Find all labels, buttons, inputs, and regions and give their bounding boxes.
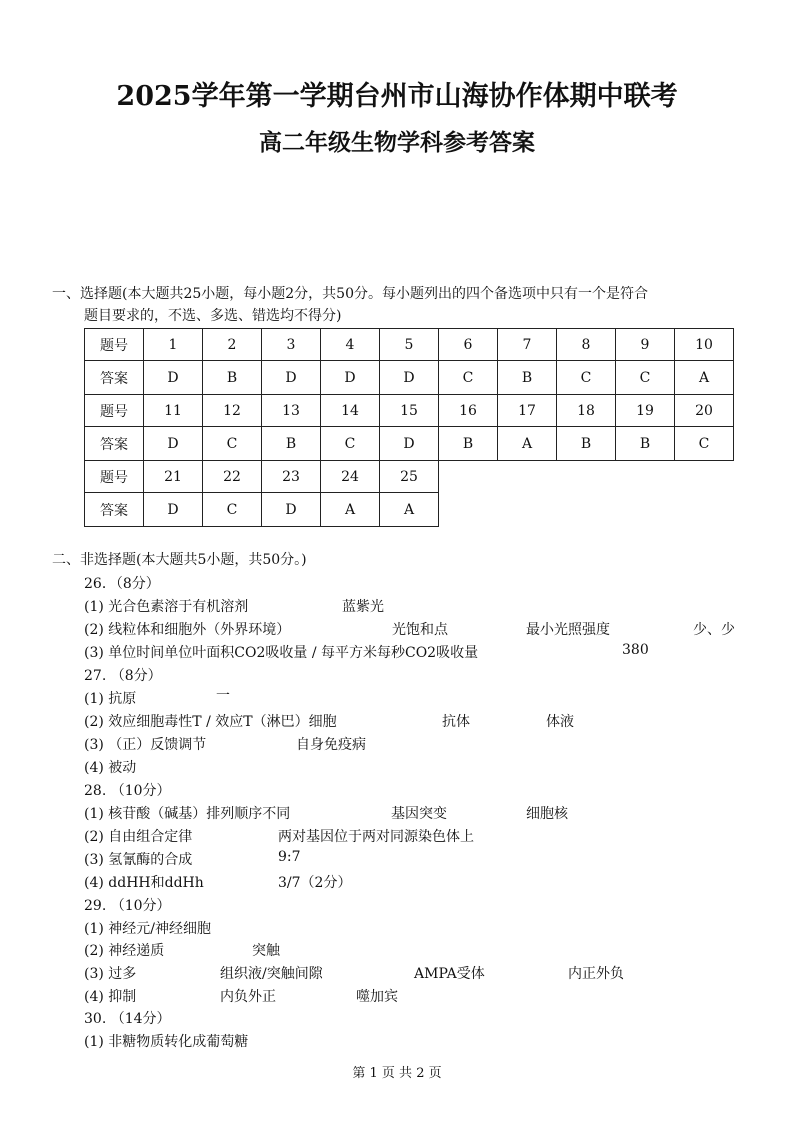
table-row-answers bbox=[85, 361, 734, 395]
table-row-numbers bbox=[85, 461, 734, 493]
answer-cell: C bbox=[557, 361, 616, 395]
q26-answer: (2) 线粒体和细胞外（外界环境） bbox=[84, 622, 291, 638]
q28-answer: 细胞核 bbox=[526, 806, 568, 822]
answer-table bbox=[84, 328, 734, 527]
question-number: 23 bbox=[262, 461, 321, 493]
q29-answer: 内正外负 bbox=[568, 966, 624, 982]
section1-heading-line1: 一、选择题(本大题共25小题，每小题2分，共50分。每小题列出的四个备选项中只有一个是符合 bbox=[52, 286, 648, 302]
question-number: 3 bbox=[262, 329, 321, 361]
question-number: 21 bbox=[144, 461, 203, 493]
q30-answer: (1) 非糖物质转化成葡萄糖 bbox=[84, 1034, 249, 1050]
q29-answer: (1) 神经元/神经细胞 bbox=[84, 921, 211, 937]
question-number: 22 bbox=[203, 461, 262, 493]
q26-answer: 最小光照强度 bbox=[526, 622, 610, 638]
q29-title: 29. （10分） bbox=[84, 898, 171, 914]
q29-answer: 突触 bbox=[252, 943, 280, 959]
q27-answer: 体液 bbox=[546, 714, 574, 730]
q27-answer: (4) 被动 bbox=[84, 760, 137, 776]
question-number: 15 bbox=[380, 395, 439, 427]
q26-answer: 少、少 bbox=[693, 622, 735, 638]
row-label-num: 题号 bbox=[85, 461, 144, 493]
answer-cell: C bbox=[439, 361, 498, 395]
question-number: 18 bbox=[557, 395, 616, 427]
answer-cell: B bbox=[439, 427, 498, 461]
question-number: 2 bbox=[203, 329, 262, 361]
q29-answer: (2) 神经递质 bbox=[84, 943, 165, 959]
question-number: 24 bbox=[321, 461, 380, 493]
question-number: 12 bbox=[203, 395, 262, 427]
question-number: 6 bbox=[439, 329, 498, 361]
q28-answer: 两对基因位于两对同源染色体上 bbox=[278, 829, 474, 845]
question-number: 13 bbox=[262, 395, 321, 427]
question-number: 11 bbox=[144, 395, 203, 427]
q28-answer: (1) 核苷酸（碱基）排列顺序不同 bbox=[84, 806, 291, 822]
question-number: 10 bbox=[675, 329, 734, 361]
q27-answer: 一 bbox=[216, 688, 230, 704]
answer-cell: C bbox=[203, 427, 262, 461]
q28-answer: (3) 氢氰酶的合成 bbox=[84, 852, 193, 868]
document-title: 2025学年第一学期台州市山海协作体期中联考 bbox=[116, 81, 678, 112]
q26-answer: 380 bbox=[622, 642, 649, 658]
q27-answer: (1) 抗原 bbox=[84, 691, 137, 707]
answer-cell: B bbox=[616, 427, 675, 461]
answer-cell: A bbox=[380, 493, 439, 527]
q28-answer: 9:7 bbox=[278, 849, 301, 865]
table-row-numbers bbox=[85, 329, 734, 361]
q26-title: 26．（8分） bbox=[84, 576, 160, 592]
q27-answer: (3) （正）反馈调节 bbox=[84, 737, 207, 753]
answer-cell: A bbox=[498, 427, 557, 461]
question-number: 20 bbox=[675, 395, 734, 427]
q27-answer: 自身免疫病 bbox=[296, 737, 366, 753]
row-label-ans: 答案 bbox=[85, 427, 144, 461]
table-row-answers bbox=[85, 427, 734, 461]
answer-cell: C bbox=[675, 427, 734, 461]
q29-answer: AMPA受体 bbox=[414, 966, 485, 982]
answer-cell: C bbox=[321, 427, 380, 461]
table-row-numbers bbox=[85, 395, 734, 427]
answer-cell: D bbox=[262, 493, 321, 527]
question-number: 19 bbox=[616, 395, 675, 427]
answer-cell: D bbox=[262, 361, 321, 395]
q26-answer: 光饱和点 bbox=[392, 622, 448, 638]
q30-title: 30. （14分） bbox=[84, 1011, 171, 1027]
q28-answer: 基因突变 bbox=[391, 806, 447, 822]
question-number: 16 bbox=[439, 395, 498, 427]
q29-answer: 内负外正 bbox=[220, 989, 276, 1005]
q28-answer: (2) 自由组合定律 bbox=[84, 829, 193, 845]
q27-answer: 抗体 bbox=[442, 714, 470, 730]
q26-answer: (3) 单位时间单位叶面积CO2吸收量 / 每平方米每秒CO2吸收量 bbox=[84, 645, 479, 661]
question-number: 9 bbox=[616, 329, 675, 361]
q29-answer: 组织液/突触间隙 bbox=[220, 966, 323, 982]
q29-answer: (3) 过多 bbox=[84, 966, 137, 982]
answer-cell: C bbox=[616, 361, 675, 395]
question-number: 25 bbox=[380, 461, 439, 493]
q26-answer: 蓝紫光 bbox=[342, 599, 384, 615]
answer-cell: D bbox=[144, 493, 203, 527]
page-footer: 第 1 页 共 2 页 bbox=[352, 1066, 442, 1081]
q28-title: 28. （10分） bbox=[84, 783, 171, 799]
answer-cell: B bbox=[262, 427, 321, 461]
document-subtitle: 高二年级生物学科参考答案 bbox=[259, 129, 535, 156]
row-label-ans: 答案 bbox=[85, 493, 144, 527]
question-number: 8 bbox=[557, 329, 616, 361]
question-number: 17 bbox=[498, 395, 557, 427]
row-label-num: 题号 bbox=[85, 329, 144, 361]
section1-heading-line2: 题目要求的，不选、多选、错选均不得分) bbox=[84, 308, 342, 324]
question-number: 7 bbox=[498, 329, 557, 361]
answer-cell: D bbox=[144, 361, 203, 395]
answer-cell: A bbox=[321, 493, 380, 527]
answer-cell: D bbox=[321, 361, 380, 395]
answer-cell: B bbox=[203, 361, 262, 395]
question-number: 1 bbox=[144, 329, 203, 361]
question-number: 5 bbox=[380, 329, 439, 361]
table-row-answers bbox=[85, 493, 734, 527]
answer-cell: B bbox=[498, 361, 557, 395]
answer-cell: D bbox=[380, 427, 439, 461]
question-number: 4 bbox=[321, 329, 380, 361]
answer-cell: A bbox=[675, 361, 734, 395]
question-number: 14 bbox=[321, 395, 380, 427]
q28-answer: 3/7（2分） bbox=[278, 875, 352, 891]
answer-cell: D bbox=[380, 361, 439, 395]
row-label-num: 题号 bbox=[85, 395, 144, 427]
q29-answer: (4) 抑制 bbox=[84, 989, 137, 1005]
q27-answer: (2) 效应细胞毒性T / 效应T（淋巴）细胞 bbox=[84, 714, 337, 730]
q27-title: 27. （8分） bbox=[84, 668, 162, 684]
row-label-ans: 答案 bbox=[85, 361, 144, 395]
answer-cell: C bbox=[203, 493, 262, 527]
q26-answer: (1) 光合色素溶于有机溶剂 bbox=[84, 599, 249, 615]
answer-cell: D bbox=[144, 427, 203, 461]
q28-answer: (4) ddHH和ddHh bbox=[84, 875, 204, 891]
section2-heading: 二、非选择题(本大题共5小题，共50分。) bbox=[52, 552, 307, 568]
answer-cell: B bbox=[557, 427, 616, 461]
q29-answer: 噬加宾 bbox=[356, 989, 398, 1005]
